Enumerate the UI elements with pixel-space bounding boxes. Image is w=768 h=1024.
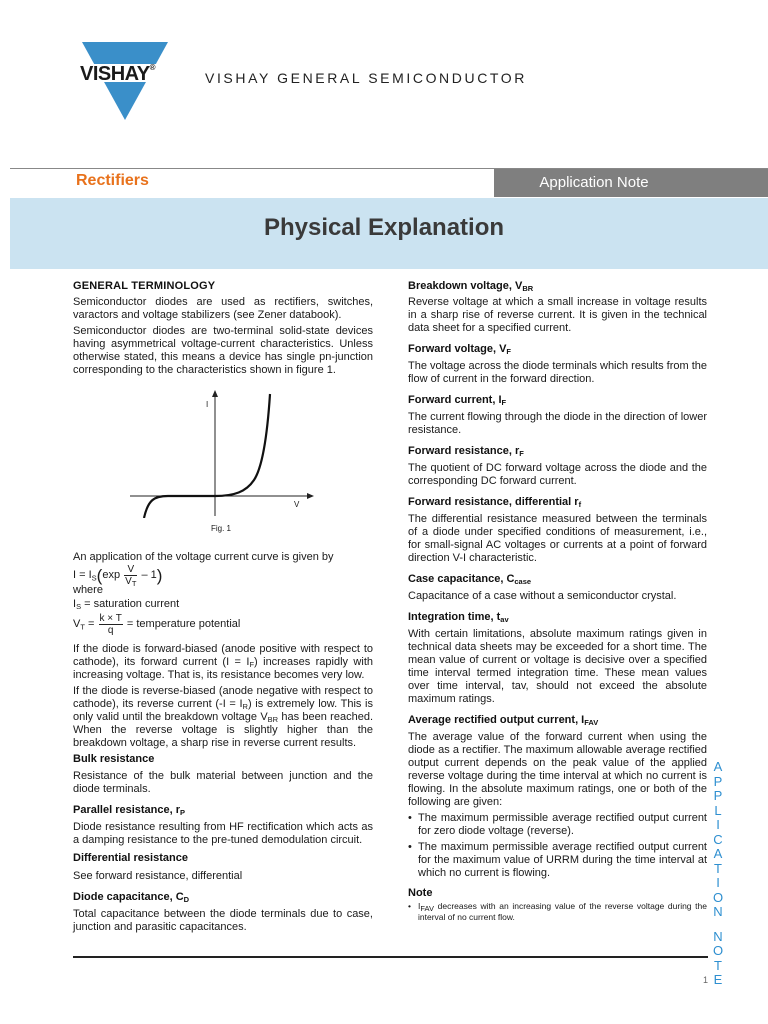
diodes-paragraph: Semiconductor diodes are two-terminal solid-state devices having asymmetrical voltage-current characteristics. Unless otherwise stated, this means a device has single pn-junction corresponding to the characteristics shown in figure 1. (73, 325, 373, 376)
x-axis-label: V (294, 500, 300, 509)
eq-num-v: V (124, 564, 137, 576)
forward-current-heading: Forward current, $I_F$ (408, 394, 507, 407)
kt-numerator: k × T (99, 613, 122, 624)
bullet-item: • The maximum permissible average rectified output current for zero diode voltage (reverse). (408, 812, 707, 838)
forward-resistance-differential-heading: Forward resistance, differential $r_f$ (408, 496, 582, 509)
bullet-item: • The maximum permissible average rectified output current for the maximum value of URRM during the time interval at which no current is flowing. (408, 841, 707, 880)
reverse-bias-paragraph: If the diode is reverse-biased (anode negative with respect to cathode), its reverse current $(-I = I_R)$ is extremely low. This is only valid until the breakdown voltage $V_{BR}$ has been reached. When the reverse voltage is slightly higher than the breakdown voltage, a sharp rise in reverse current results. (73, 685, 373, 749)
eq-paren-close: ) (156, 566, 163, 585)
is-definition: = saturation current (84, 598, 180, 610)
forward-resistance-heading: Forward resistance, $r_F$ (408, 445, 524, 458)
case-capacitance-heading: Case capacitance, $C_{case}$ (408, 573, 532, 586)
is-symbol: I (73, 598, 77, 610)
vt-sub-t: T (80, 622, 85, 632)
where-label: where (73, 584, 103, 596)
note-text: • $I_{FAV}$ decreases with an increasing value of the reverse voltage during the interval of no current flow. (408, 901, 707, 923)
logo-wordmark: VISHAY (80, 63, 150, 85)
q-denominator: q (107, 625, 114, 636)
eq-den-sub-t: T (131, 579, 137, 588)
company-name: VISHAY GENERAL SEMICONDUCTOR (205, 70, 527, 86)
forward-voltage-heading: Forward voltage, $V_F$ (408, 343, 512, 356)
differential-resistance-text: See forward resistance, differential (73, 870, 243, 882)
forward-current-text: The current flowing through the diode in the direction of lower resistance. (408, 411, 707, 436)
figure-1 (128, 388, 318, 538)
eq-sub-s: S (91, 573, 97, 583)
equation-block (73, 551, 373, 564)
vishay-logo (80, 42, 170, 122)
parallel-resistance-text: Diode resistance resulting from HF rectification which acts as a damping resistance to the pre-tuned demodulation circuit. (73, 821, 373, 846)
iv-curve (144, 394, 270, 518)
bulk-resistance-heading: Bulk resistance (73, 753, 155, 765)
eq-minus-one: – 1 (141, 569, 157, 581)
average-rectified-current-heading: Average rectified output current, $I_{FAV}$ (408, 714, 599, 727)
forward-bias-paragraph: If the diode is forward-biased (anode positive with respect to cathode), its forward current $(I = I_F)$ increases rapidly with increasing voltage. That is, its resistance becomes very low. (73, 643, 373, 681)
parallel-resistance-heading: Parallel resistance, $r_P$ (73, 804, 186, 817)
eq-paren-open: ( (96, 566, 103, 585)
diode-iv-curve (128, 388, 318, 518)
equation-intro: An application of the voltage current curve is given by (73, 551, 334, 563)
general-terminology-heading: GENERAL TERMINOLOGY (73, 280, 216, 292)
left-column-top (73, 280, 373, 377)
bulk-resistance-text: Resistance of the bulk material between junction and the diode terminals. (73, 770, 373, 795)
integration-time-heading: Integration time, $t_{av}$ (408, 611, 509, 624)
saturation-current-def (73, 598, 373, 611)
doc-type-label: Application Note (539, 174, 649, 191)
x-axis-arrow-icon (307, 493, 314, 499)
average-rectified-current-text: The average value of the forward current when using the diode as a rectifier. The maximum allowable average rectified output current depends on the peak value of the applied reverse voltage during the time interval at which no current is flowing. In the absolute maximum ratings, one or both of the following are given: (408, 731, 707, 808)
temperature-potential-def (73, 613, 240, 636)
intro-paragraph: Semiconductor diodes are used as rectifiers, switches, varactors and voltage stabilizers (see Zener databook). (73, 296, 373, 321)
note-heading: Note (408, 887, 433, 899)
eq-exp: exp (102, 569, 121, 581)
diode-capacitance-text: Total capacitance between the diode terminals due to case, junction and parasitic capacitances. (73, 908, 373, 933)
vt-symbol: V (73, 618, 81, 630)
right-column (408, 280, 707, 923)
side-label-application-note: A P P L I C A T I O N N O T E (712, 759, 724, 987)
case-capacitance-text: Capacitance of a case without a semiconductor crystal. (408, 590, 677, 602)
footer-rule (73, 956, 708, 958)
forward-resistance-differential-text: The differential resistance measured between the terminals of a diode under specified conditions of measurement, i.e., for small-signal AC voltages or currents at a point of forward direction V-I characteristic. (408, 513, 707, 564)
y-axis-arrow-icon (212, 390, 218, 397)
vt-definition: = temperature potential (126, 618, 241, 630)
differential-resistance-heading: Differential resistance (73, 852, 188, 864)
eq-den-v: V (125, 576, 132, 587)
is-sub-s: S (76, 602, 82, 611)
page-title: Physical Explanation (263, 214, 505, 241)
logo-registered: ® (149, 63, 156, 72)
integration-time-text: With certain limitations, absolute maximum ratings given in technical data sheets may be exceeded for a short time. The mean value of current or voltage is decisive over a specified time interval termed integration time. These mean values over time interval, tav, should not exceed the absolute maximum ratings. (408, 628, 707, 705)
diode-capacitance-heading: Diode capacitance, $C_D$ (73, 891, 190, 904)
vt-equals: = (88, 618, 95, 630)
y-axis-label: I (206, 400, 209, 409)
section-label: Rectifiers (76, 172, 149, 189)
breakdown-voltage-text: Reverse voltage at which a small increase in voltage results in a sharp rise of reverse current. It is given in the technical data sheet for a specified current. (408, 296, 707, 334)
page-number: 1 (702, 975, 708, 985)
forward-voltage-text: The voltage across the diode terminals which results from the flow of current in the forward direction. (408, 360, 707, 385)
left-column-bottom (73, 643, 373, 934)
eq-i: I = I (73, 569, 92, 581)
breakdown-voltage-heading: Breakdown voltage, $V_{BR}$ (408, 280, 534, 293)
forward-resistance-text: The quotient of DC forward voltage across the diode and the corresponding DC forward current. (408, 462, 707, 487)
kt-over-q-fraction (99, 613, 123, 636)
figure-caption: Fig. 1 (211, 524, 232, 533)
